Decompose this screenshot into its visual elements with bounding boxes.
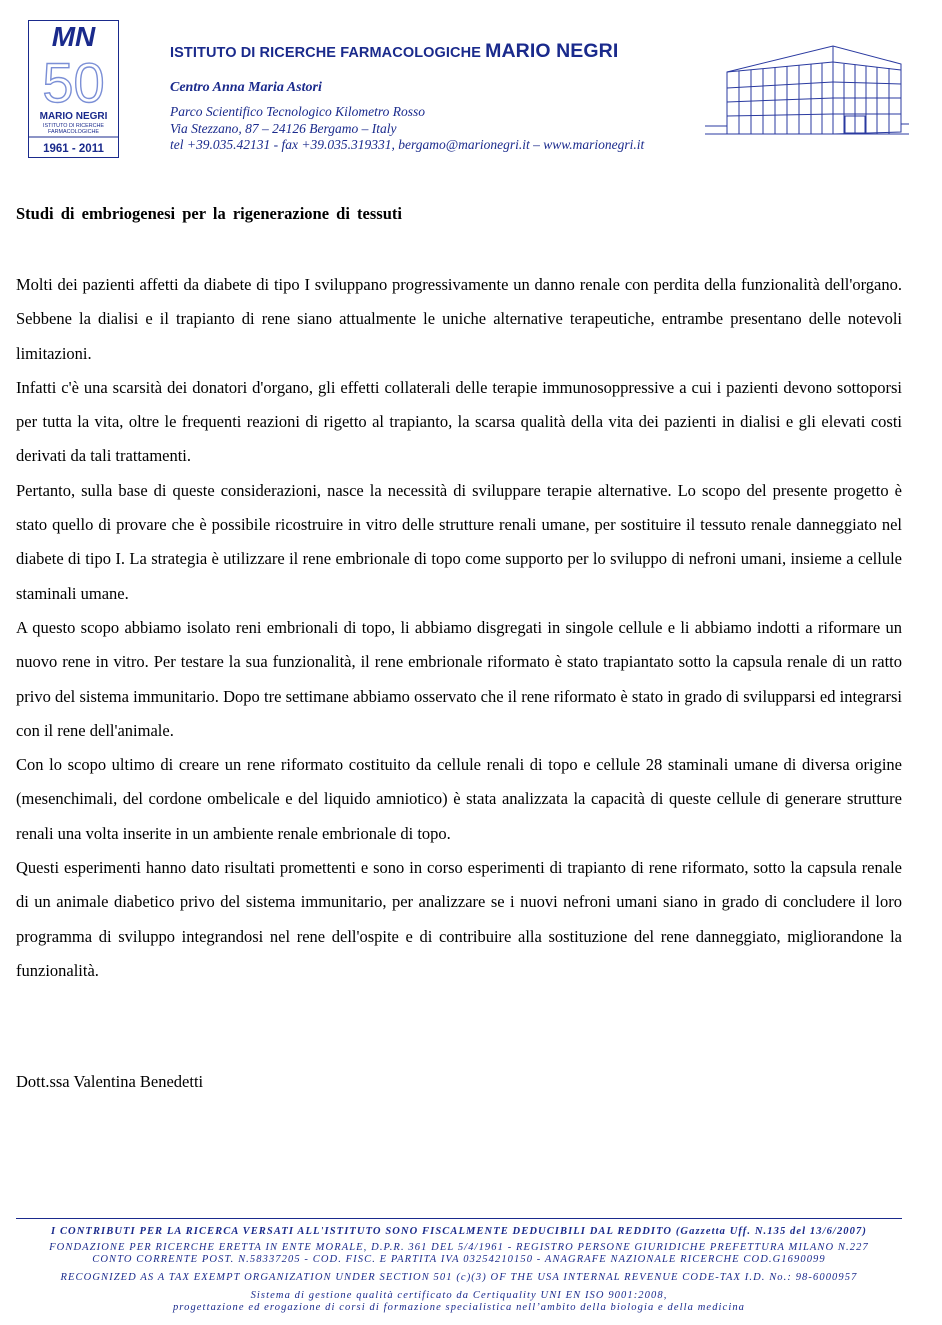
paragraph: Questi esperimenti hanno dato risultati promettenti e sono in corso esperimenti di trapianto di rene riformato, sotto la capsula renale di un animale diabetico privo del sistema immunitario, per analizzare se i nuovi nefroni umani siano in grado di concludere il loro programma di sviluppo integrandosi nel rene dell'ospite e di contribuire alla sostituzione del rene danneggiato, migliorandone la funzionalità. [16, 858, 902, 980]
paragraph: Infatti c'è una scarsità dei donatori d'organo, gli effetti collaterali delle terapie immunosoppressive a cui i pazienti devono sottoporsi per tutta la vita, oltre le frequenti reazioni di rigetto al trapianto, la scarsa qualità della vita dei pazienti in dialisi e gli elevati costi derivati da tali trattamenti. [16, 377, 902, 466]
institute-prefix: ISTITUTO DI RICERCHE FARMACOLOGICHE [170, 45, 481, 61]
paragraph: Con lo scopo ultimo di creare un rene riformato costituito da cellule renali di topo e cellule 28 staminali umane di diversa origine (mesenchimali, del cordone ombelicale e del liquido amniotico) è stata analizzata la capacità di queste cellule di generare strutture renali una volta inserite in un ambiente renale embrionale di topo. [16, 755, 902, 843]
document-title: Studi di embriogenesi per la rigenerazione di tessuti [16, 204, 402, 223]
footer-training: progettazione ed erogazione di corsi di formazione specialistica nell’ambito della biologia e della medicina [172, 1302, 746, 1313]
address-line: Parco Scientifico Tecnologico Kilometro Rosso [170, 104, 425, 119]
logo-number: 50 [42, 51, 105, 114]
institute-title [170, 40, 618, 63]
paragraph: Pertanto, sulla base di queste considerazioni, nasce la necessità di sviluppare terapie alternative. Lo scopo del presente progetto è stato quello di provare che è possibile ricostruire in vitro delle strutture renali umane, per sostituire il tessuto renale danneggiato nel diabete di tipo I. La strategia è utilizzare il rene embrionale di topo come supporto per lo sviluppo di nefroni umani, insieme a cellule staminali umane. [16, 480, 902, 603]
footer-tax-note: I CONTRIBUTI PER LA RICERCA VERSATI ALL'ISTITUTO SONO FISCALMENTE DEDUCIBILI DAL REDDITO (Gazzetta Uff. N.135 del 13/6/2007) [51, 1226, 867, 1237]
logo-years: 1961 - 2011 [43, 143, 104, 155]
contact-line: tel +39.035.42131 - fax +39.035.319331, bergamo@marionegri.it – www.marionegri.it [170, 137, 645, 152]
address-block [170, 104, 644, 154]
institute-logo [28, 20, 119, 158]
logo-name: MARIO NEGRI [39, 111, 108, 122]
footer-divider [16, 1218, 902, 1219]
signature: Dott.ssa Valentina Benedetti [16, 1072, 204, 1091]
logo-subtitle-line1: ISTITUTO DI RICERCHE [43, 123, 104, 129]
logo-icon [28, 20, 119, 158]
institute-name: MARIO NEGRI [485, 40, 619, 62]
address-line: Via Stezzano, 87 – 24126 Bergamo – Italy [170, 120, 397, 136]
footer [16, 1226, 902, 1314]
logo-mark: MN [51, 21, 96, 52]
document-body [16, 268, 902, 988]
logo-subtitle-line2: FARMACOLOGICHE [48, 129, 99, 135]
footer-foundation: FONDAZIONE PER RICERCHE ERETTA IN ENTE MORALE, D.P.R. 361 DEL 5/4/1961 - REGISTRO PERSONE GIURIDICHE PREFETTURA MILANO N.227 [49, 1242, 869, 1253]
footer-quality: Sistema di gestione qualità certificato da Certiquality UNI EN ISO 9001:2008, [250, 1290, 668, 1301]
center-name: Centro Anna Maria Astori [170, 80, 322, 95]
paragraph: Molti dei pazienti affetti da diabete di tipo I sviluppano progressivamente un danno renale con perdita della funzionalità dell'organo. Sebbene la dialisi e il trapianto di rene siano attualmente le uniche alternative terapeutiche, entrambe presentano delle notevoli limitazioni. [16, 275, 902, 363]
footer-tax-exempt: RECOGNIZED AS A TAX EXEMPT ORGANIZATION UNDER SECTION 501 (c)(3) OF THE USA INTERNAL REVENUE CODE-TAX I.D. No.: 98-6000957 [60, 1272, 858, 1283]
footer-account: CONTO CORRENTE POST. N.58337205 - COD. FISC. E PARTITA IVA 03254210150 - ANAGRAFE NAZIONALE RICERCHE COD.G1690099 [92, 1254, 826, 1265]
building-icon [705, 44, 910, 138]
paragraph: A questo scopo abbiamo isolato reni embrionali di topo, li abbiamo disgregati in singole cellule e li abbiamo indotti a riformare un nuovo rene in vitro. Per testare la sua funzionalità, il rene embrionale riformato è stato trapiantato sotto la capsula renale di un ratto privo del sistema immunitario. Dopo tre settimane abbiamo osservato che il rene riformato è stato in grado di svilupparsi ed integrarsi con il rene dell'animale. [16, 617, 902, 740]
